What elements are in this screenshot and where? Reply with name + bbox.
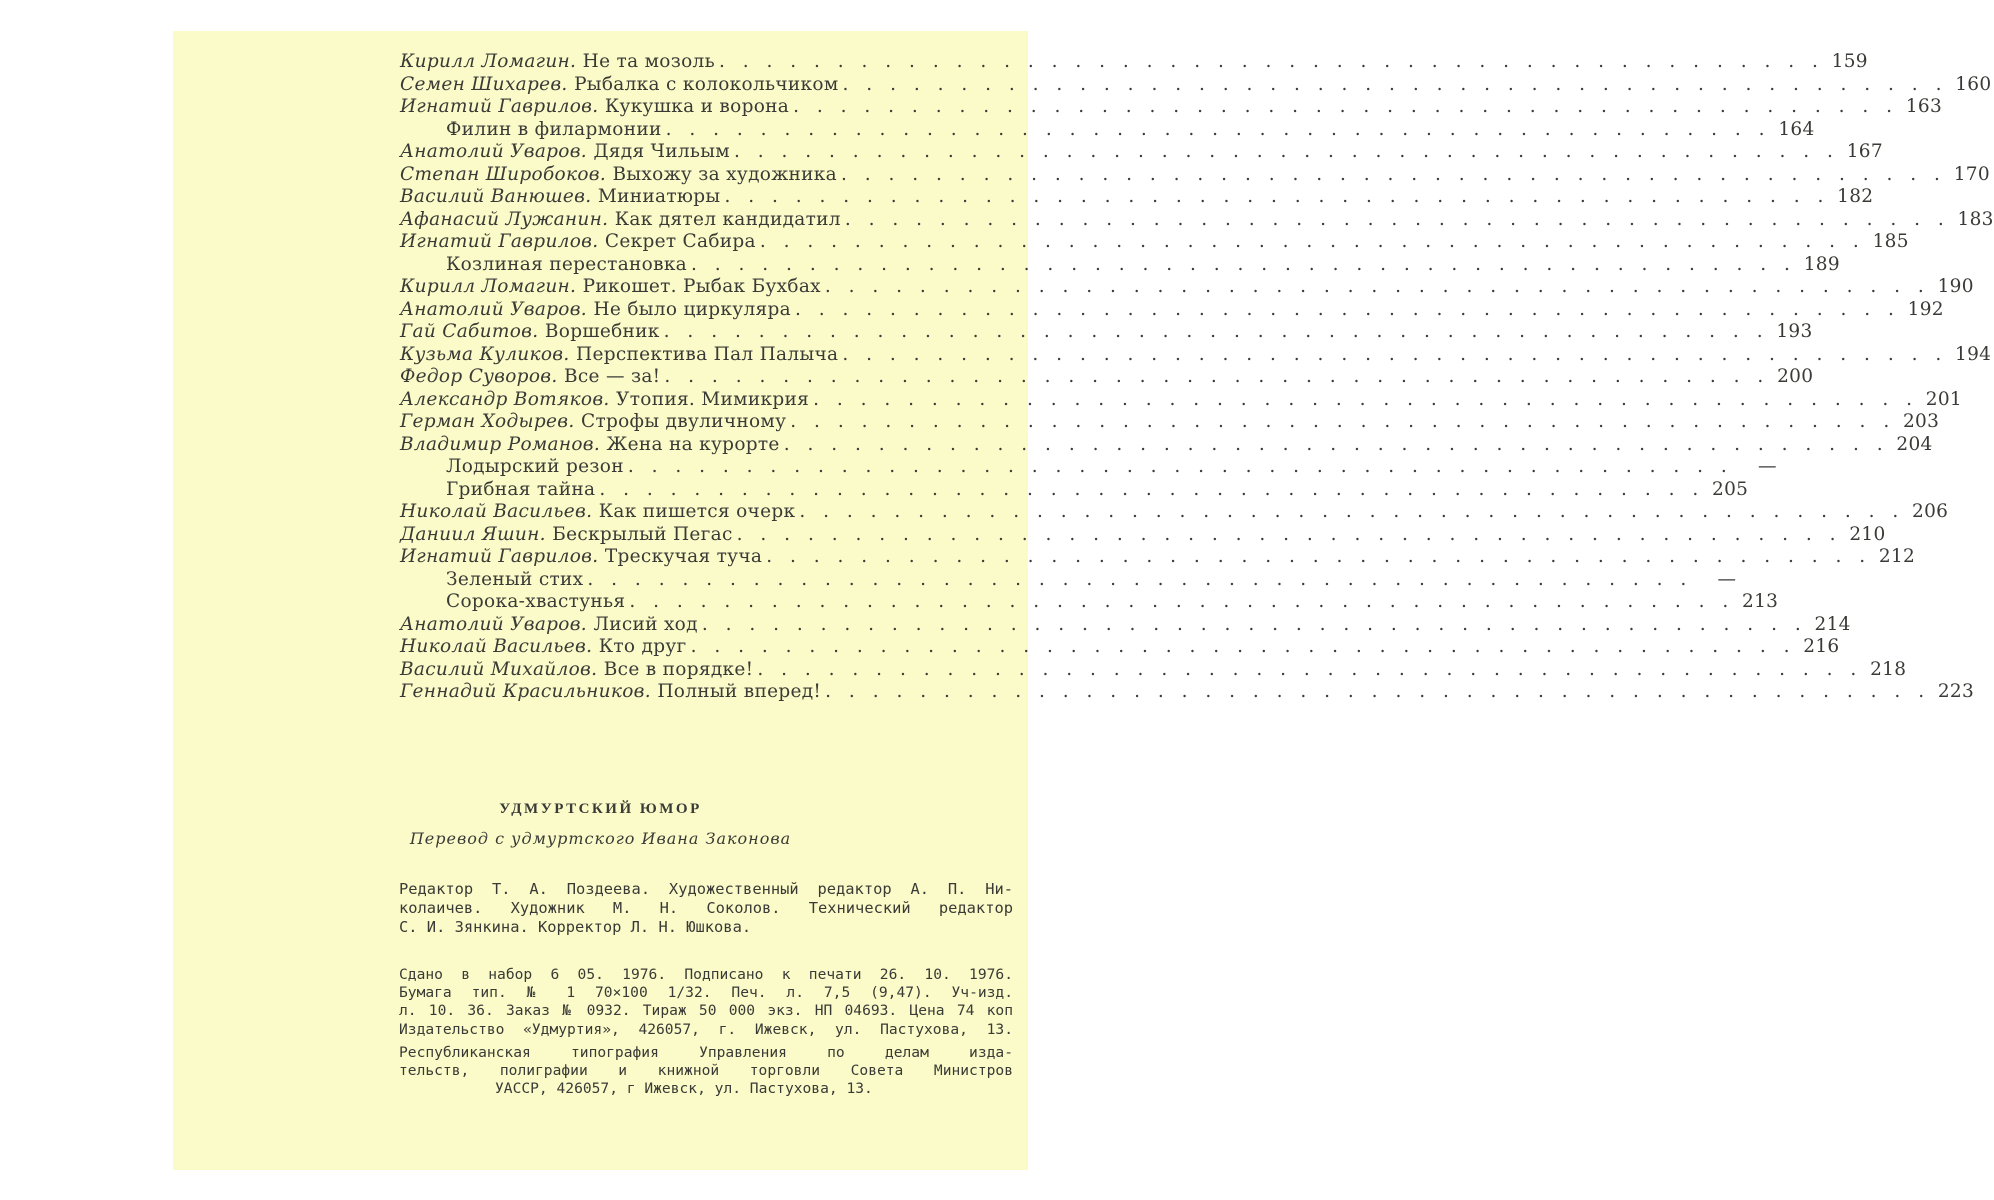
toc-entry	[400, 411, 1940, 434]
editorial-credits	[399, 880, 1013, 937]
toc-title: Перспектива Пал Палыча	[576, 343, 839, 365]
toc-page-number: 167	[1846, 141, 1883, 162]
printer-line: УАССР, 426057, г Ижевск, ул. Пастухова, 13.	[495, 1080, 873, 1097]
toc-title: Кто друг	[598, 636, 687, 657]
printer-address	[399, 1044, 1013, 1098]
toc-entry	[400, 591, 1779, 614]
toc-title: Все — за!	[563, 366, 661, 387]
toc-author: Игнатий Гаврилов.	[400, 546, 599, 567]
toc-entry	[400, 681, 1975, 704]
leader-dots: . . . . . . . . . . . . . . . . . . . . . . . . . . . . . . . . . . . . . . . . . . . . . . .	[690, 636, 1796, 657]
toc-page-number: 205	[1712, 478, 1749, 500]
leader-dots: . . . . . . . . . . . . . . . . . . . . . . . . . . . . . . . . . . . . . . . . . . . . . . .	[759, 231, 1865, 252]
toc-title: Как дятел кандидатил	[614, 208, 841, 230]
toc-entry	[400, 456, 1777, 479]
toc-title: Дядя Чильым	[593, 141, 730, 162]
toc-author: Николай Васильев.	[400, 501, 593, 522]
credits-line: Редактор Т. А. Поздеева. Художественный редактор А. П. Ни-	[399, 880, 1013, 898]
leader-dots: . . . . . . . . . . . . . . . . . . . . . . . . . . . . . . . . . . . . . . . . . . . . . . .	[629, 591, 1735, 612]
publisher-address	[399, 1021, 1013, 1039]
toc-title: Все в порядке!	[603, 658, 754, 680]
printer-line: тельств, полиграфии и книжной торговли Совета Министров	[399, 1062, 1013, 1079]
book-title	[173, 801, 1028, 818]
translator-text: Перевод с удмуртского Ивана Законова	[409, 829, 792, 848]
toc-page-number: 203	[1902, 411, 1940, 432]
toc-page-number: 183	[1957, 208, 1994, 230]
toc-author: Афанасий Лужанин.	[400, 208, 609, 230]
leader-dots: . . . . . . . . . . . . . . . . . . . . . . . . . . . . . . . . . . . . . . . . . . . . . . .	[663, 321, 1769, 342]
leader-dots: . . . . . . . . . . . . . . . . . . . . . . . . . . . . . . . . . . . . . . . . . . . . . . .	[664, 366, 1770, 387]
leader-dots: . . . . . . . . . . . . . . . . . . . . . . . . . . . . . . . . . . . . . . . . . . . . . . .	[841, 163, 1946, 185]
toc-title: Филин в филармонии	[446, 118, 662, 140]
toc-page-number: 190	[1937, 276, 1974, 297]
toc-entry	[400, 568, 1737, 592]
toc-entry	[400, 501, 1949, 524]
toc-page-number: 194	[1955, 343, 1992, 365]
toc-page-number: 189	[1803, 253, 1840, 275]
leader-dots: . . . . . . . . . . . . . . . . . . . . . . . . . . . . . . . . . . . . . . . . . . . . . . .	[757, 658, 1863, 680]
toc-author: Семен Шихарев.	[400, 73, 568, 95]
toc-entry	[400, 658, 1907, 682]
toc-author: Василий Ванюшев.	[400, 186, 592, 207]
toc-page-number: 193	[1776, 321, 1813, 342]
toc-title: Трескучая туча	[604, 546, 763, 567]
toc-page-number: 218	[1870, 658, 1907, 680]
publisher-line: Издательство «Удмуртия», 426057, г. Ижевск, ул. Пастухова, 13.	[399, 1021, 1013, 1038]
print-details-line: Сдано в набор 6 05. 1976. Подписано к печати 26. 10. 1976.	[399, 966, 1013, 983]
leader-dots: . . . . . . . . . . . . . . . . . . . . . . . . . . . . . . . . . . . . . . . . . . . . . . .	[627, 456, 1733, 477]
toc-title: Не было циркуляра	[593, 298, 791, 320]
toc-author: Федор Суворов.	[400, 366, 558, 387]
credits-line: колаичев. Художник М. Н. Соколов. Технический редактор	[399, 899, 1013, 917]
toc-entry	[400, 388, 1962, 412]
toc-title: Рикошет. Рыбак Бухбах	[582, 276, 821, 297]
toc-author: Николай Васильев.	[400, 636, 593, 657]
leader-dots: . . . . . . . . . . . . . . . . . . . . . . . . . . . . . . . . . . . . . . . . . . . . . . .	[783, 433, 1889, 455]
toc-title: Выхожу за художника	[612, 163, 837, 185]
toc-page-number: 223	[1937, 681, 1975, 702]
toc-title: Сорока-хвастунья	[446, 591, 626, 612]
printer-line: Республиканская типография Управления по делам изда-	[399, 1044, 1013, 1061]
toc-title: Полный вперед!	[657, 681, 822, 702]
leader-dots: . . . . . . . . . . . . . . . . . . . . . . . . . . . . . . . . . . . . . . . . . . . . . . .	[701, 613, 1807, 635]
toc-page-number: 213	[1742, 591, 1779, 612]
leader-dots: . . . . . . . . . . . . . . . . . . . . . . . . . . . . . . . . . . . . . . . . . . . . . . .	[793, 96, 1899, 117]
toc-page-number: 204	[1896, 433, 1933, 455]
toc-entry	[400, 73, 1992, 97]
leader-dots: . . . . . . . . . . . . . . . . . . . . . . . . . . . . . . . . . . . . . . . . . . . . . . .	[665, 118, 1771, 140]
leader-dots: . . . . . . . . . . . . . . . . . . . . . . . . . . . . . . . . . . . . . . . . . . . . . . .	[587, 568, 1693, 590]
toc-author: Кирилл Ломагин.	[400, 276, 577, 297]
toc-entry	[400, 163, 1990, 187]
leader-dots: . . . . . . . . . . . . . . . . . . . . . . . . . . . . . . . . . . . . . . . . . . . . . . .	[734, 141, 1839, 162]
toc-entry	[400, 141, 1883, 164]
print-details-line: л. 10. 36. Заказ № 0932. Тираж 50 000 экз. НП 04693. Цена 74 коп	[399, 1002, 1013, 1019]
toc-title: Козлиная перестановка	[446, 253, 688, 275]
toc-title: Бескрылый Пегас	[552, 523, 733, 545]
toc-author: Геннадий Красильников.	[400, 681, 651, 702]
table-of-contents	[400, 51, 1994, 704]
toc-page-number: 160	[1955, 73, 1992, 95]
credits-line: С. И. Зянкина. Корректор Л. Н. Юшкова.	[399, 918, 752, 936]
toc-entry	[400, 96, 1943, 119]
toc-title: Жена на курорте	[606, 433, 780, 455]
toc-entry	[400, 231, 1909, 254]
leader-dots: . . . . . . . . . . . . . . . . . . . . . . . . . . . . . . . . . . . . . . . . . . . . . . .	[799, 501, 1905, 522]
toc-page-number: 185	[1872, 231, 1909, 252]
toc-entry	[400, 613, 1851, 637]
toc-entry	[400, 321, 1813, 344]
toc-author: Кирилл Ломагин.	[400, 51, 577, 72]
toc-entry	[400, 276, 1974, 299]
toc-page-number: 206	[1912, 501, 1949, 522]
toc-page-number: 192	[1907, 298, 1944, 320]
toc-entry	[400, 298, 1944, 322]
leader-dots: . . . . . . . . . . . . . . . . . . . . . . . . . . . . . . . . . . . . . . . . . . . . . . .	[691, 253, 1796, 275]
leader-dots: . . . . . . . . . . . . . . . . . . . . . . . . . . . . . . . . . . . . . . . . . . . . . . .	[794, 298, 1900, 320]
toc-entry	[400, 186, 1874, 209]
toc-author: Анатолий Уваров.	[400, 613, 587, 635]
leader-dots: . . . . . . . . . . . . . . . . . . . . . . . . . . . . . . . . . . . . . . . . . . . . . . .	[724, 186, 1830, 207]
toc-page-number: 216	[1803, 636, 1840, 657]
toc-page-number: 214	[1814, 613, 1851, 635]
toc-entry	[400, 523, 1886, 547]
leader-dots: . . . . . . . . . . . . . . . . . . . . . . . . . . . . . . . . . . . . . . . . . . . . . . .	[718, 51, 1824, 72]
toc-entry	[400, 636, 1840, 659]
toc-title: Грибная тайна	[446, 478, 596, 500]
leader-dots: . . . . . . . . . . . . . . . . . . . . . . . . . . . . . . . . . . . . . . . . . . . . . . .	[824, 276, 1930, 297]
toc-author: Гай Сабитов.	[400, 321, 539, 342]
toc-title: Кукушка и ворона	[604, 96, 790, 117]
toc-author: Владимир Романов.	[400, 433, 601, 455]
toc-entry	[400, 546, 1916, 569]
toc-author: Степан Широбоков.	[400, 163, 607, 185]
toc-page-number: 159	[1831, 51, 1868, 72]
toc-entry	[400, 343, 1992, 367]
toc-title: Лодырский резон	[446, 456, 624, 477]
toc-author: Игнатий Гаврилов.	[400, 96, 599, 117]
toc-title: Рыбалка с колокольчиком	[574, 73, 839, 95]
toc-author: Герман Ходырев.	[400, 411, 575, 432]
leader-dots: . . . . . . . . . . . . . . . . . . . . . . . . . . . . . . . . . . . . . . . . . . . . . . .	[842, 73, 1948, 95]
leader-dots: . . . . . . . . . . . . . . . . . . . . . . . . . . . . . . . . . . . . . . . . . . . . . . .	[842, 343, 1948, 365]
toc-page-number: 212	[1878, 546, 1916, 567]
leader-dots: . . . . . . . . . . . . . . . . . . . . . . . . . . . . . . . . . . . . . . . . . . . . . . .	[599, 478, 1705, 500]
toc-entry	[400, 433, 1933, 457]
toc-title: Утопия. Мимикрия	[616, 388, 810, 410]
toc-page-number: 201	[1925, 388, 1962, 410]
toc-page-number: —	[1717, 568, 1737, 590]
toc-page-number: 170	[1953, 163, 1990, 185]
toc-title: Лисий ход	[593, 613, 698, 635]
toc-author: Василий Михайлов.	[400, 658, 598, 680]
toc-author: Даниил Яшин.	[400, 523, 546, 545]
toc-title: Секрет Сабира	[604, 231, 756, 252]
leader-dots: . . . . . . . . . . . . . . . . . . . . . . . . . . . . . . . . . . . . . . . . . . . . . . .	[790, 411, 1896, 432]
toc-page-number: 210	[1849, 523, 1886, 545]
toc-title: Зеленый стих	[446, 568, 584, 590]
toc-title: Как пишется очерк	[598, 501, 796, 522]
leader-dots: . . . . . . . . . . . . . . . . . . . . . . . . . . . . . . . . . . . . . . . . . . . . . . .	[736, 523, 1842, 545]
translator-credit	[173, 829, 1028, 848]
toc-title: Воршебник	[544, 321, 660, 342]
toc-page-number: 164	[1778, 118, 1815, 140]
toc-entry	[400, 118, 1815, 142]
toc-title: Строфы двуличному	[580, 411, 787, 432]
toc-page-number: 182	[1837, 186, 1874, 207]
toc-author: Игнатий Гаврилов.	[400, 231, 599, 252]
toc-entry	[400, 253, 1840, 277]
toc-page-number: 200	[1777, 366, 1814, 387]
toc-entry	[400, 208, 1994, 232]
toc-title: Миниатюры	[597, 186, 721, 207]
toc-entry	[400, 478, 1749, 502]
book-title-text: УДМУРТСКИЙ ЮМОР	[499, 801, 702, 817]
print-details-line: Бумага тип. № 1 70×100 1/32. Печ. л. 7,5 (9,47). Уч-изд.	[399, 984, 1013, 1001]
toc-page-number: —	[1757, 456, 1777, 477]
toc-author: Кузьма Куликов.	[400, 343, 570, 365]
toc-author: Анатолий Уваров.	[400, 298, 587, 320]
leader-dots: . . . . . . . . . . . . . . . . . . . . . . . . . . . . . . . . . . . . . . . . . . . . . . .	[813, 388, 1918, 410]
print-details	[399, 966, 1013, 1020]
leader-dots: . . . . . . . . . . . . . . . . . . . . . . . . . . . . . . . . . . . . . . . . . . . . . . .	[766, 546, 1872, 567]
toc-author: Анатолий Уваров.	[400, 141, 587, 162]
toc-entry	[400, 51, 1868, 74]
toc-entry	[400, 366, 1814, 389]
toc-title: Не та мозоль	[582, 51, 715, 72]
toc-page-number: 163	[1905, 96, 1943, 117]
leader-dots: . . . . . . . . . . . . . . . . . . . . . . . . . . . . . . . . . . . . . . . . . . . . . . .	[825, 681, 1931, 702]
book-page	[173, 31, 1994, 1170]
toc-author: Александр Вотяков.	[400, 388, 610, 410]
leader-dots: . . . . . . . . . . . . . . . . . . . . . . . . . . . . . . . . . . . . . . . . . . . . . . .	[844, 208, 1950, 230]
